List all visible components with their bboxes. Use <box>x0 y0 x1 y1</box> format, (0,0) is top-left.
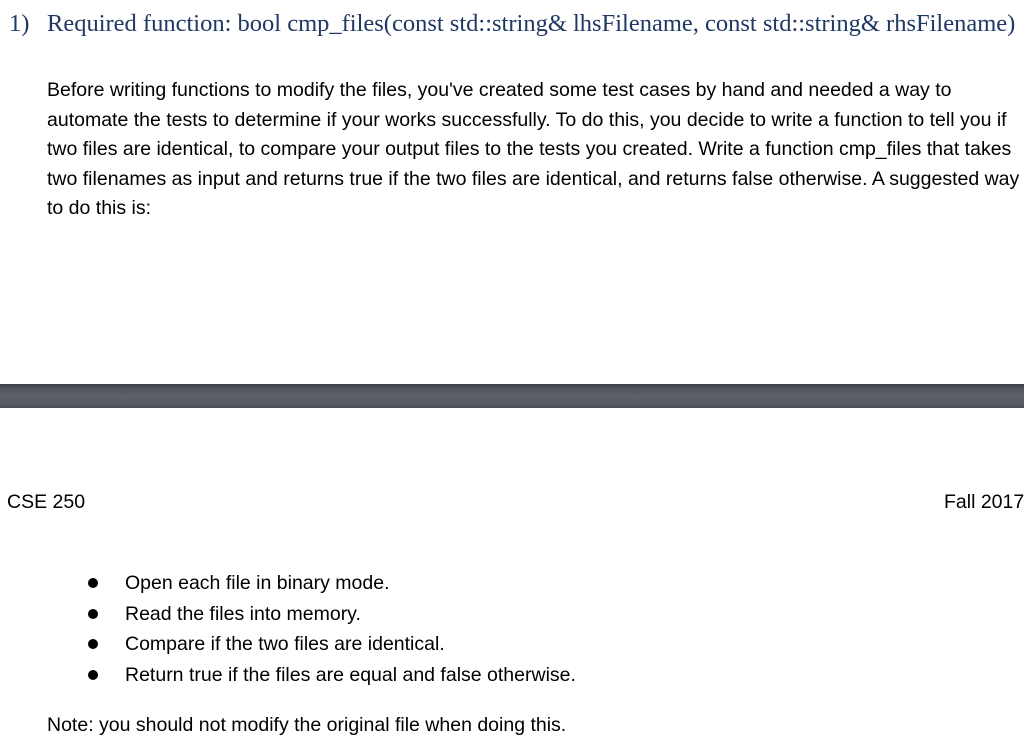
course-label: CSE 250 <box>7 491 86 513</box>
question-heading <box>9 9 1019 38</box>
note-text: Note: you should not modify the original file when doing this. <box>47 714 567 736</box>
list-item: Return true if the files are equal and false otherwise. <box>84 660 576 691</box>
list-item: Compare if the two files are identical. <box>84 629 576 660</box>
page-break-divider <box>0 384 1024 408</box>
list-item: Read the files into memory. <box>84 599 576 630</box>
steps-list <box>84 568 576 690</box>
question-number: 1) <box>9 10 30 37</box>
term-label: Fall 2017 <box>944 491 1024 513</box>
list-item: Open each file in binary mode. <box>84 568 576 599</box>
question-title: Required function: bool cmp_files(const std::string& lhsFilename, const std::string& rhsFilename) <box>47 10 1016 37</box>
intro-paragraph: Before writing functions to modify the files, you've created some test cases by hand and needed a way to automate the tests to determine if your works successfully. To do this, you decide to write a function to tell you if two files are identical, to compare your output files to the tests you created. Write a function cmp_files that takes two filenames as input and returns true if the two files are identical, and returns false otherwise. A suggested way to do this is: <box>47 79 1020 219</box>
